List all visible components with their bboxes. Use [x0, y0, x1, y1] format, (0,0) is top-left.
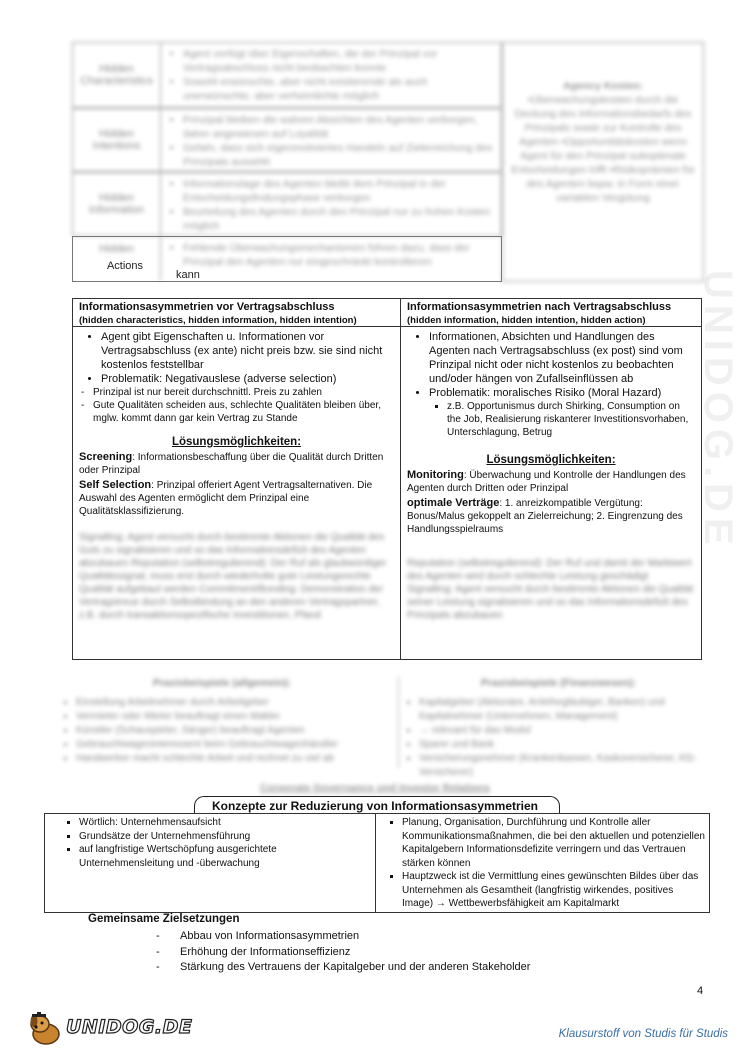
list-item: • Problematik: moralisches Risiko (Moral Hazard) [429, 386, 695, 400]
dog-icon [28, 1012, 68, 1046]
list-item: ▪ Planung, Organisation, Durchführung und Kontrolle aller Kommunikationsmaßnahmen, die bei den aktuellen und potenziellen Kapitalgebern Informationsdefizite verringern und das Vertrauen stärken können [402, 816, 705, 870]
list-item: ▪ auf langfristige Wertschöpfung ausgerichtete Unternehmensleitung und -überwachung [79, 843, 371, 870]
list-item: - Erhöhung der Informationseffizienz [156, 945, 530, 961]
corporate-governance-title: Corporate Governance und Investor Relations [260, 782, 490, 794]
practice-finance [398, 676, 712, 778]
solutions-heading: Lösungsmöglichkeiten: [171, 436, 302, 448]
agency-costs-box [502, 42, 704, 282]
list-item: • Versicherungsnehmer (Krankenkassen, Kaskoversicherer, Kfz-Versicherer) [419, 752, 712, 780]
before-contract-column [73, 299, 401, 659]
watermark: UNIDOG.DE [696, 270, 740, 551]
column-title: Informationsasymmetrien vor Vertragsabschluss [79, 301, 335, 313]
goals-title: Gemeinsame Zielsetzungen [88, 913, 240, 925]
practice-examples [62, 676, 712, 778]
definition: : Informationsbeschaffung über die Qualität durch Dritten oder Prinzipal [79, 452, 384, 476]
actions-tail-text: kann [176, 269, 200, 281]
hidden-characteristics-table [72, 42, 704, 282]
goals-list [156, 929, 530, 976]
term: Screening [79, 451, 133, 463]
row-label: Hidden Intentions [73, 109, 161, 171]
table-row [72, 42, 502, 108]
list-item: • Informationen, Absichten und Handlungen des Agenten nach Vertragsabschluss (ex post) sind vom Prinzipal nicht oder nicht kostenlos zu beobachten und/oder hängen von Zufallseinflüssen ab [429, 330, 695, 386]
list-item: • Problematik: Negativauslese (adverse selection) [101, 372, 394, 386]
investor-relations-column [376, 814, 709, 912]
column-subtitle: (hidden characteristics, hidden information, hidden intention) [79, 315, 357, 326]
page-number: 4 [697, 985, 704, 997]
list-item: • Sparer und Bank [419, 738, 712, 752]
list-item: ▪ z.B. Opportunismus durch Shirking, Consumption on the Job, Realisierung riskanterer Investitionsvorhaben, Unterschlagung, Betrug [447, 400, 695, 439]
list-item: • → relevant für das Modul [419, 724, 712, 738]
logo-text: UNIDOG.DE [66, 1016, 193, 1038]
list-item: • Gebrauchtwageninteressent beim Gebrauchtwagenhändler [76, 738, 382, 752]
row-label: Hidden Information [73, 173, 161, 235]
table-row [72, 108, 502, 172]
term: Monitoring [407, 469, 464, 481]
list-item: ▪ Wörtlich: Unternehmensaufsicht [79, 816, 371, 830]
agency-costs-text: •Überwachungskosten durch die Deckung des Informationsbedarfs des Prinzipals sowie zur Kontrolle des Agenten •Opportunitätskosten wenn Agent für den Prinzipal suboptimale Entscheidungen trifft •Risikoprämien für des Agenten bspw. in Form einer variablen Vergütung [511, 94, 695, 204]
actions-label: Actions [106, 260, 144, 272]
definition: : 1. anreizkompatible Vergütung: Bonus/Malus gekoppelt an Zielerreichung; 2. Eingrenzung des Handlungsspielraums [407, 498, 683, 535]
asymmetry-comparison-table [72, 298, 702, 660]
after-contract-column [401, 299, 701, 659]
term: Self Selection [79, 479, 152, 491]
corporate-governance-column [45, 814, 376, 912]
list-item: • Fehlende Überwachungsmechanismen führen dazu, dass der Prinzipal den Agenten nur eingeschränkt kontrollieren [183, 241, 497, 269]
definition: : Prinzipal offeriert Agent Vertragsalternativen. Die Auswahl des Agenten ermöglicht dem Prinzipal eine Qualitätsklassifizierung. [79, 480, 373, 517]
list-item: - Prinzipal ist nur bereit durchschnittl. Preis zu zahlen [93, 386, 394, 399]
practice-general [62, 676, 382, 766]
list-item: • Sowohl erwünschte, aber nicht existierende als auch unerwünschte, aber verheimlichte möglich [183, 75, 497, 103]
table-row [72, 172, 502, 236]
list-item: - Stärkung des Vertrauens der Kapitalgeber und der anderen Stakeholder [156, 960, 530, 976]
column-title: Informationsasymmetrien nach Vertragsabschluss [407, 301, 672, 313]
agency-costs-title: Agency Kosten: [563, 80, 643, 92]
list-item: • Einstellung Arbeitnehmer durch Arbeitgeber [76, 696, 382, 710]
list-item: • Vermieter oder Mieter beauftragt einen Makler [76, 710, 382, 724]
list-item: • Beurteilung des Agenten durch den Prinzipal nur zu hohen Kosten möglich [183, 205, 497, 233]
solutions-heading: Lösungsmöglichkeiten: [486, 454, 616, 466]
list-item: - Gute Qualitäten scheiden aus, schlechte Qualitäten bleiben über, mglw. kommt dann gar kein Vertrag zu Stande [93, 399, 394, 425]
row-label: Hidden Characteristics [73, 43, 161, 107]
term: optimale Verträge [407, 497, 500, 509]
list-item: ▪ Grundsätze der Unternehmensführung [79, 830, 371, 844]
definition: : Überwachung und Kontrolle der Handlungen des Agenten durch Dritten oder Prinzipal [407, 470, 686, 494]
list-item: • Kapitalgeber (Aktionäre, Anleihegläubiger, Banken) und Kapitalnehmer (Unternehmen, Management) [419, 696, 712, 724]
blurred-text: Signalling: Agent versucht durch bestimmte Aktionen die Qualität des Guts zu signalisieren und so das Informationsdefizit des Agenten abzubauen Reputation (selbstregulierend): Der Ruf als glaubwürdiger Qualitätssignal, muss erst durch wiederholte gute Leistungsrechte Qualität aufgebaut werden Commitment/Bonding: Demonstration der Vertragstreue durch Selbstbindung an den anderen Vertragspartner, z.B. durch transaktionsspezifische Investitionen, Pfand [79, 532, 387, 621]
blurred-text: Reputation (selbstregulierend): Der Ruf und damit der Marktwert des Agenten wird durch schlechte Leistung geschädigt Signalling: Agent versucht durch bestimmte Aktionen die Qualität seiner Leistung signalisieren und so das Informationsdefizit des Prinzipals abzubauen [407, 558, 694, 621]
list-item: • Prinzipal bleiben die wahren Absichten des Agenten verborgen, daher angewiesen auf Loyalität [183, 113, 497, 141]
list-item: • Agent gibt Eigenschaften u. Informationen vor Vertragsabschluss (ex ante) nicht preis bzw. sie sind nicht kostenlos feststellbar [101, 330, 394, 372]
table-row [72, 236, 502, 282]
list-item: • Gefahr, dass sich eigenmotiviertes Handeln auf Zielerreichung des Prinzipals auswirkt [183, 141, 497, 169]
concepts-table [44, 813, 710, 913]
list-item: • Agent verfügt über Eigenschaften, die der Prinzipal vor Vertragsabschluss nicht beobachten konnte [183, 47, 497, 75]
row-label: Hidden [73, 237, 161, 281]
column-subtitle: (hidden information, hidden intention, hidden action) [407, 315, 646, 326]
section-heading: Praxisbeispiele (Finanzwesen): [480, 677, 637, 689]
concepts-title: Konzepte zur Reduzierung von Informationsasymmetrien [211, 799, 539, 813]
list-item: - Abbau von Informationsasymmetrien [156, 929, 530, 945]
unidog-logo [28, 1012, 193, 1046]
list-item: • Künstler (Schauspieler, Sänger) beauftragt Agenten [76, 724, 382, 738]
list-item: • Informationslage des Agenten bleibt dem Prinzipal in der Entscheidungsfindungsphase verborgen [183, 177, 497, 205]
list-item: ▪ Hauptzweck ist die Vermittlung eines gewünschten Bildes über das Unternehmen als Gesamtheit (langfristig wirkendes, positives Image) → Wettbewerbsfähigkeit am Kapitalmarkt [402, 870, 705, 911]
list-item: • Handwerker macht schlechte Arbeit und rechnet zu viel ab [76, 752, 382, 766]
section-heading: Praxisbeispiele (allgemein): [152, 677, 292, 689]
footer-tagline: Klausurstoff von Studis für Studis [558, 1028, 728, 1040]
